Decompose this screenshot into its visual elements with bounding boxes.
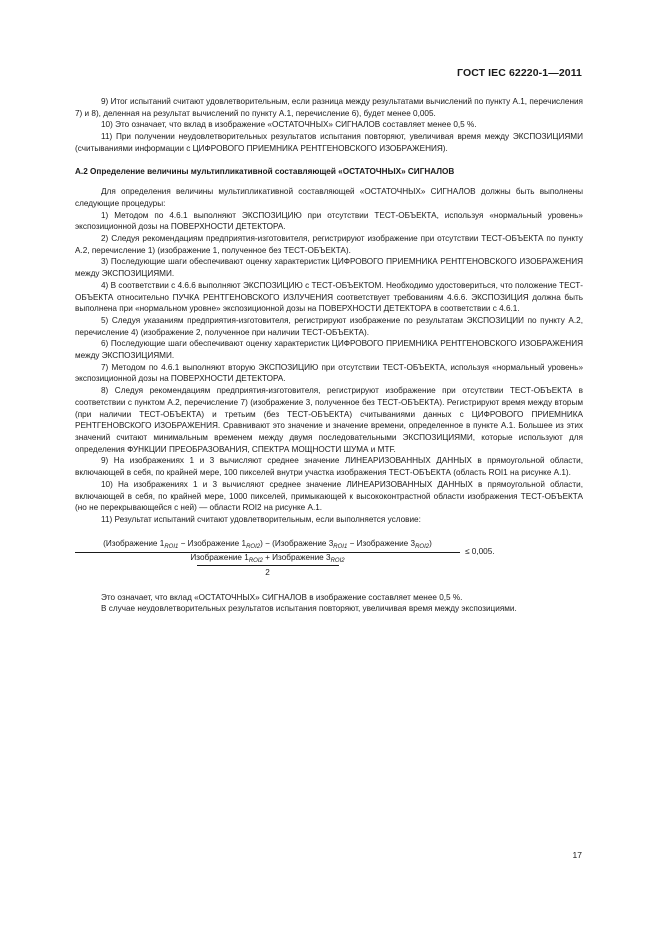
fraction-bar-inner: [197, 565, 339, 566]
paragraph-10: 10) Это означает, что вклад в изображение «ОСТАТОЧНЫХ» СИГНАЛОВ составляет менее 0,5 %.: [101, 120, 477, 130]
formula-numerator: (Изображение $1_{ROI1}$ − Изображение $1_{ROI2}$) − (Изображение $3_{ROI1}$ − Изображение $3_{ROI2}$): [103, 538, 432, 550]
formula: [75, 537, 583, 583]
repeat-paragraph: В случае неудовлетворительных результатов испытания повторяют, увеличивая время между экспозициями.: [101, 604, 517, 614]
formula-denominator: Изображение $1_{ROI2}$ + Изображение $3_{ROI2}$: [190, 552, 345, 564]
step-5: 5) Следуя указаниям предприятия-изготовителя, регистрируют изображение по результатам ЭКСПОЗИЦИИ по пункту А.2, перечисление 4) (изображение 2, полученное при наличии ТЕСТ-ОБЪЕКТА).: [75, 315, 583, 337]
step-10: 10) На изображениях 1 и 3 вычисляют среднее значение ЛИНЕАРИЗОВАННЫХ ДАННЫХ в прямоугольной области, включающей в себя, по крайней мере, 1000 пикселей, примыкающей к высококонтрастной области изображения ТЕСТ-ОБЪЕКТА (но не перекрывающейся с ней) — области ROI2 на рисунке А.1.: [75, 479, 583, 513]
step-1: 1) Методом по 4.6.1 выполняют ЭКСПОЗИЦИЮ при отсутствии ТЕСТ-ОБЪЕКТА, используя «нормальный уровень» экспозиционной дозы на ПОВЕРХНОСТИ ДЕТЕКТОРА.: [75, 210, 583, 232]
step-2: 2) Следуя рекомендациям предприятия-изготовителя, регистрируют изображение при отсутствии ТЕСТ-ОБЪЕКТА по пункту А.2, перечисление 1) (изображение 1, полученное без ТЕСТ-ОБЪЕКТА).: [75, 234, 583, 255]
formula-rhs: ≤ 0,005.: [465, 546, 495, 556]
step-8: 8) Следуя рекомендациям предприятия-изготовителя, регистрируют изображение при отсутствии ТЕСТ-ОБЪЕКТА в соответствии с пунктом А.2, перечисление 7) (изображение 3, полученное без ТЕСТ-ОБЪЕКТА). Регистрируют время между вторым (при наличии ТЕСТ-ОБЪЕКТА) и третьим (без ТЕСТ-ОБЪЕКТА) считываниями данных с ЦИФРОВОГО ПРИЕМНИКА РЕНТГЕНОВСКОГО ИЗОБРАЖЕНИЯ. Сравнивают это значение и значение времени, определенное в пункте А.1. Большее из этих значений считают минимальным временем между двумя последовательными ЭКСПОЗИЦИЯМИ, которые используют для определения ФУНКЦИИ ПРЕОБРАЗОВАНИЯ, СПЕКТРА МОЩНОСТИ ШУМА и MTF.: [75, 386, 583, 454]
step-4: 4) В соответствии с 4.6.6 выполняют ЭКСПОЗИЦИЮ с ТЕСТ-ОБЪЕКТОМ. Необходимо удостовериться, что положение ТЕСТ-ОБЪЕКТА относительно ПУЧКА РЕНТГЕНОВСКОГО ИЗЛУЧЕНИЯ соответствует требованиям 4.6.6. ЭКСПОЗИЦИЯ должна быть выполнена при «нормальном уровне» экспозиционной дозы на ПОВЕРХНОСТИ ДЕТЕКТОРА в соответствии с 4.6.1.: [75, 280, 583, 314]
step-11: 11) Результат испытаний считают удовлетворительным, если выполняется условие:: [101, 514, 421, 524]
paragraph-11: 11) При получении неудовлетворительных результатов испытания повторяют, увеличивая время между ЭКСПОЗИЦИЯМИ (считываниями информации с ЦИФРОВОГО ПРИЕМНИКА РЕНТГЕНОВСКОГО ИЗОБРАЖЕНИЯ).: [75, 132, 583, 153]
paragraph-9: 9) Итог испытаний считают удовлетворительным, если разница между результатами вычислений по пункту А.1, перечисления 7) и 8), деленная на результат вычислений по пункту А.1, перечисление 6), будет менее 0,005.: [75, 97, 583, 118]
document-header: ГОСТ IEC 62220-1—2011: [457, 67, 582, 79]
conclusion-paragraph: Это означает, что вклад «ОСТАТОЧНЫХ» СИГНАЛОВ в изображение составляет менее 0,5 %.: [101, 592, 463, 602]
intro-paragraph: Для определения величины мультипликативной составляющей «ОСТАТОЧНЫХ» СИГНАЛОВ должны быть выполнены следующие процедуры:: [75, 187, 583, 208]
page-number: 17: [572, 850, 582, 860]
document-body: [75, 96, 583, 615]
step-7: 7) Методом по 4.6.1 выполняют вторую ЭКСПОЗИЦИЮ при отсутствии ТЕСТ-ОБЪЕКТА, используя «нормальный уровень» экспозиционной дозы на ПОВЕРХНОСТИ ДЕТЕКТОРА.: [75, 362, 583, 384]
formula-divisor: 2: [265, 567, 270, 577]
step-6: 6) Последующие шаги обеспечивают оценку характеристик ЦИФРОВОГО ПРИЕМНИКА РЕНТГЕНОВСКОГО ИЗОБРАЖЕНИЯ между ЭКСПОЗИЦИЯМИ.: [75, 339, 583, 361]
step-9: 9) На изображениях 1 и 3 вычисляют среднее значение ЛИНЕАРИЗОВАННЫХ ДАННЫХ в прямоугольной области, включающей в себя, по крайней мере, 100 пикселей внутри участка изображения ТЕСТ-ОБЪЕКТА (область ROI1 на рисунке А.1).: [75, 456, 583, 478]
section-title: А.2 Определение величины мультипликативной составляющей «ОСТАТОЧНЫХ» СИГНАЛОВ: [75, 166, 455, 176]
step-3: 3) Последующие шаги обеспечивают оценку характеристик ЦИФРОВОГО ПРИЕМНИКА РЕНТГЕНОВСКОГО ИЗОБРАЖЕНИЯ между ЭКСПОЗИЦИЯМИ.: [75, 257, 583, 279]
